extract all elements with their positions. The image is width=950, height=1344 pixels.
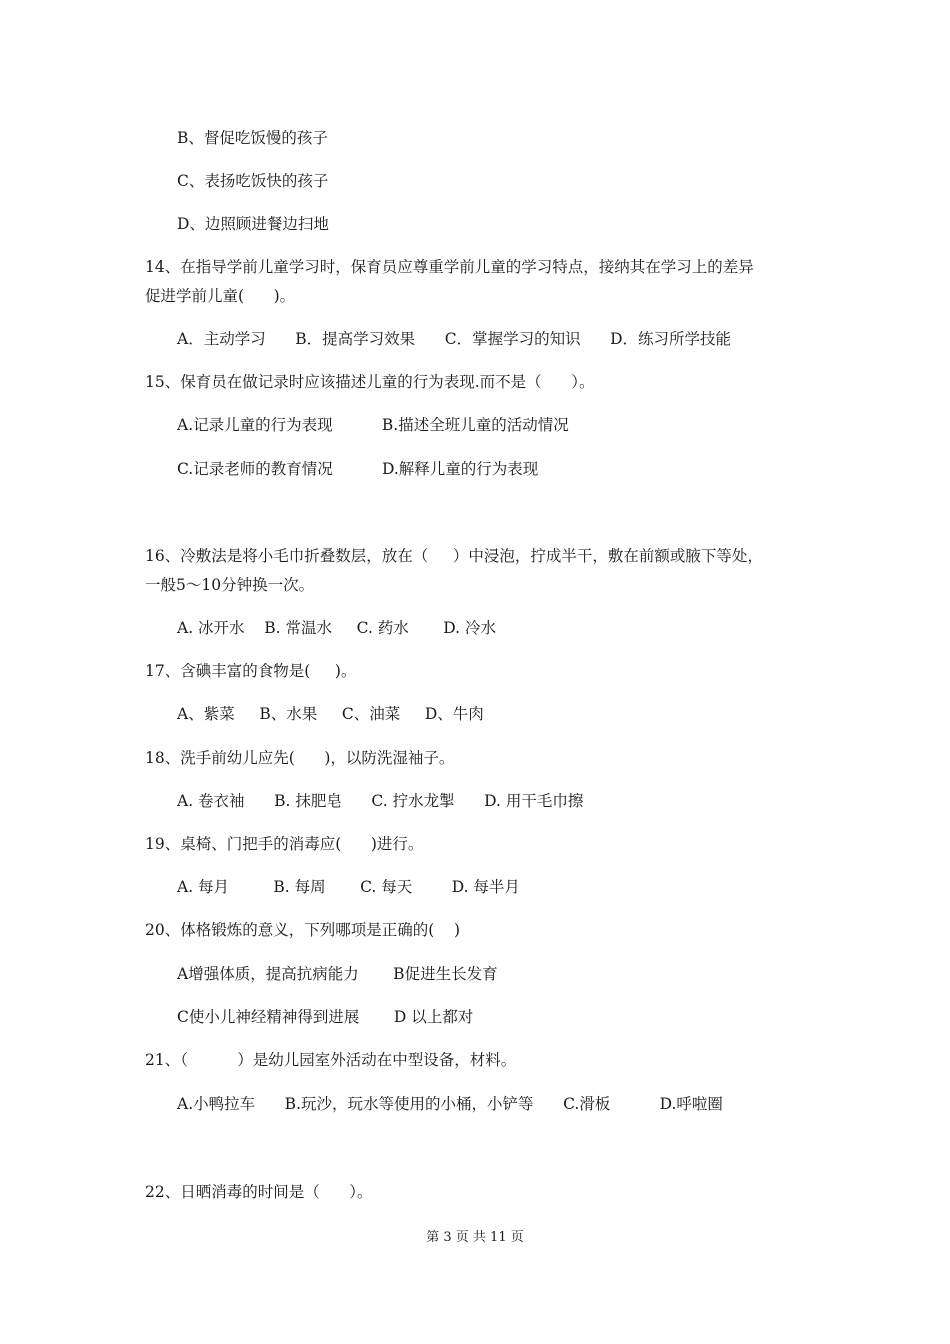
q17-stem: 17、含碘丰富的食物是( )。 <box>145 662 357 680</box>
q14-options: A．主动学习 B．提高学习效果 C．掌握学习的知识 D．练习所学技能 <box>177 330 732 348</box>
q14-stem-line-1: 14、在指导学前儿童学习时，保育员应尊重学前儿童的学习特点，接纳其在学习上的差异 <box>145 258 754 276</box>
q19-options: A. 每月 B. 每周 C. 每天 D. 每半月 <box>177 878 520 896</box>
q15-options-line-2: C.记录老师的教育情况 D.解释儿童的行为表现 <box>177 460 539 478</box>
q19-stem: 19、桌椅、门把手的消毒应( )进行。 <box>145 835 424 853</box>
q14-stem-line-2: 促进学前儿童( )。 <box>145 287 296 305</box>
page-footer: 第 3 页 共 11 页 <box>426 1230 524 1245</box>
q20-options-line-2: C使小儿神经精神得到进展 D 以上都对 <box>177 1008 474 1026</box>
q18-options: A. 卷衣袖 B. 抹肥皂 C. 拧水龙掣 D. 用干毛巾擦 <box>177 792 584 810</box>
q15-options-line-1: A.记录儿童的行为表现 B.描述全班儿童的活动情况 <box>177 416 569 434</box>
q16-stem-line-1: 16、冷敷法是将小毛巾折叠数层，放在（ ）中浸泡，拧成半干，敷在前额或腋下等处， <box>145 547 763 565</box>
q13-option-c: C、表扬吃饭快的孩子 <box>177 172 329 190</box>
q20-options-line-1: A增强体质，提高抗病能力 B促进生长发育 <box>177 965 498 983</box>
q16-options: A. 冰开水 B. 常温水 C. 药水 D. 冷水 <box>177 619 497 637</box>
q18-stem: 18、洗手前幼儿应先( )，以防洗湿袖子。 <box>145 749 455 767</box>
q16-stem-line-2: 一般5～10分钟换一次。 <box>145 576 315 594</box>
q13-option-b: B、督促吃饭慢的孩子 <box>177 129 328 147</box>
q20-stem: 20、体格锻炼的意义，下列哪项是正确的( ) <box>145 921 461 939</box>
q21-options: A.小鸭拉车 B.玩沙，玩水等使用的小桶，小铲等 C.滑板 D.呼啦圈 <box>177 1095 723 1113</box>
q22-stem: 22、日晒消毒的时间是（ ）。 <box>145 1183 373 1201</box>
q21-stem: 21、（ ）是幼儿园室外活动在中型设备，材料。 <box>145 1051 517 1069</box>
q15-stem: 15、保育员在做记录时应该描述儿童的行为表现.而不是（ ）。 <box>145 373 595 391</box>
q17-options: A、紫菜 B、水果 C、油菜 D、牛肉 <box>177 705 484 723</box>
q13-option-d: D、边照顾进餐边扫地 <box>177 215 329 233</box>
